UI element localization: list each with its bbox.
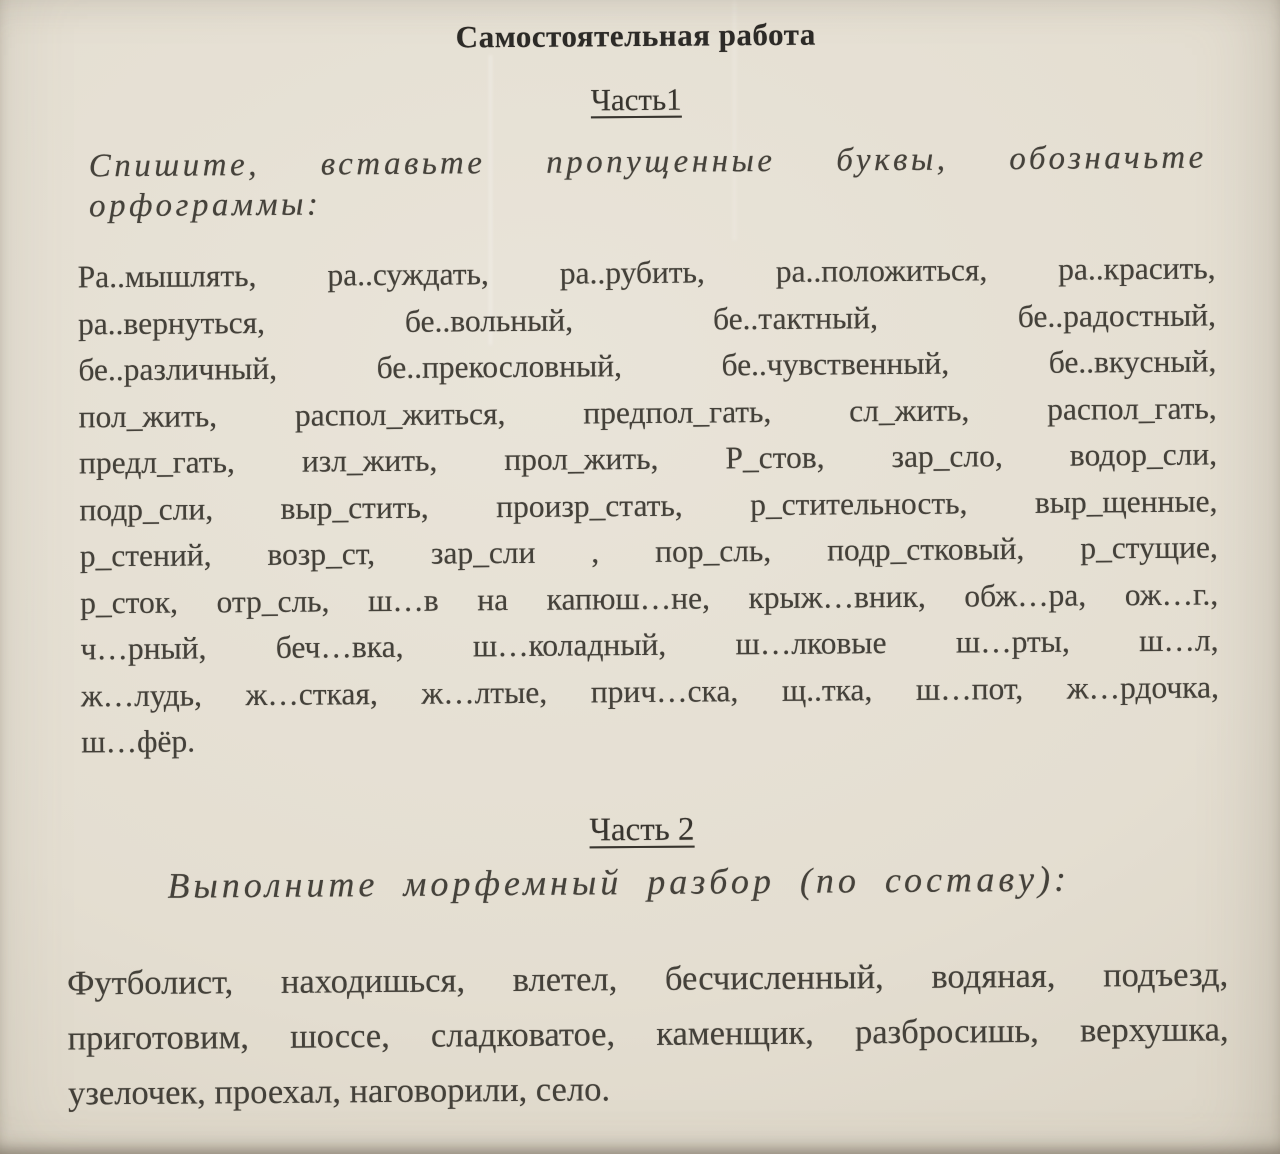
- part1-word-list: [77, 245, 1219, 765]
- worksheet-title: Самостоятельная работа: [455, 16, 816, 55]
- word-list-line: р_стений, возр_ст, зар_сли , пор_сль, подр_стковый, р_стущие,: [79, 529, 1218, 574]
- part2-word-list: [67, 947, 1229, 1121]
- word-list-line: приготовим, шоссе, сладковатое, каменщик, разбросишь, верхушка,: [67, 1009, 1229, 1058]
- word-list-line: Футболист, находишься, влетел, бесчисленный, водяная, подъезд,: [67, 954, 1229, 1003]
- word-list-line: предл_гать, изл_жить, прол_жить, Р_стов, зар_сло, водор_сли,: [78, 436, 1218, 481]
- word-list-line: ж…лудь, ж…сткая, ж…лтые, прич…ска, щ..тка, ш…пот, ж…рдочка,: [80, 668, 1220, 713]
- word-list-line: ра..вернуться, бе..вольный, бе..тактный, бе..радостный,: [77, 296, 1217, 341]
- word-list-line: р_сток, отр_сль, ш…в на капюш…не, крыж…вник, обж…ра, ож…г.,: [80, 575, 1219, 620]
- word-list-line: узелочек, проехал, наговорили, село.: [67, 1069, 611, 1113]
- word-list-line: ч…рный, беч…вка, ш…коладный, ш…лковые ш…рты, ш…л,: [80, 622, 1219, 667]
- part1-heading: Часть1: [590, 81, 682, 118]
- part2-heading: Часть 2: [589, 811, 695, 848]
- part1-instruction: Спишите, вставьте пропущенные буквы, обозначьте орфограммы:: [88, 139, 1207, 225]
- word-list-line: подр_сли, выр_стить, произр_стать, р_стительность, выр_щенные,: [79, 482, 1218, 527]
- word-list-line: пол_жить, распол_житься, предпол_гать, сл_жить, распол_гать,: [78, 389, 1217, 434]
- word-list-line: ш…фёр.: [81, 723, 196, 760]
- part2-instruction: Выполните морфемный разбор (по составу):: [167, 858, 1071, 906]
- word-list-line: бе..различный, бе..прекословный, бе..чувственный, бе..вкусный,: [78, 343, 1217, 388]
- word-list-line: Ра..мышлять, ра..суждать, ра..рубить, ра..положиться, ра..красить,: [77, 250, 1216, 295]
